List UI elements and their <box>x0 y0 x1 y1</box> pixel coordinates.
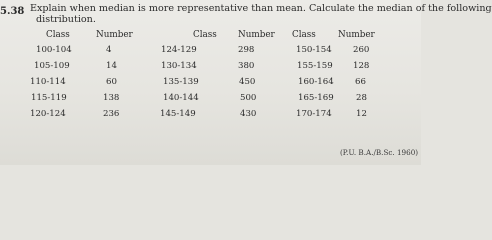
table-cell: 4 <box>106 45 112 55</box>
table-cell: 236 <box>103 109 120 119</box>
column-header-number-1: Number <box>96 30 133 40</box>
table-cell: 120-124 <box>30 109 66 119</box>
table-cell: 100-104 <box>36 45 72 55</box>
question-line-2: distribution. <box>36 14 96 25</box>
column-header-number-3: Number <box>338 30 375 40</box>
column-header-class-1: Class <box>46 30 70 40</box>
table-cell: 66 <box>355 77 366 87</box>
table-cell: 430 <box>240 109 257 119</box>
table-cell: 380 <box>238 61 255 71</box>
table-cell: 60 <box>106 77 117 87</box>
table-cell: 500 <box>240 93 257 103</box>
table-cell: 28 <box>356 93 367 103</box>
table-cell: 160-164 <box>298 77 334 87</box>
table-cell: 165-169 <box>298 93 334 103</box>
column-header-class-2: Class <box>193 30 217 40</box>
table-cell: 128 <box>353 61 370 71</box>
column-header-class-3: Class <box>292 30 316 40</box>
table-cell: 260 <box>353 45 370 55</box>
table-cell: 135-139 <box>163 77 199 87</box>
table-cell: 450 <box>239 77 256 87</box>
table-cell: 140-144 <box>163 93 199 103</box>
question-number: 5.38 <box>0 6 25 17</box>
column-header-number-2: Number <box>238 30 275 40</box>
table-cell: 124-129 <box>161 45 197 55</box>
source-citation: (P.U. B.A./B.Sc. 1960) <box>340 148 419 157</box>
table-cell: 145-149 <box>160 109 196 119</box>
table-cell: 110-114 <box>30 77 66 87</box>
question-text <box>30 3 492 25</box>
table-cell: 12 <box>356 109 367 119</box>
table-cell: 298 <box>238 45 255 55</box>
table-cell: 115-119 <box>31 93 67 103</box>
question-line-1: Explain when median is more representative than mean. Calculate the median of the following <box>30 3 492 14</box>
table-cell: 155-159 <box>297 61 333 71</box>
table-cell: 138 <box>103 93 120 103</box>
table-cell: 150-154 <box>296 45 332 55</box>
table-cell: 170-174 <box>296 109 332 119</box>
table-cell: 105-109 <box>34 61 70 71</box>
table-cell: 14 <box>106 61 117 71</box>
table-cell: 130-134 <box>161 61 197 71</box>
